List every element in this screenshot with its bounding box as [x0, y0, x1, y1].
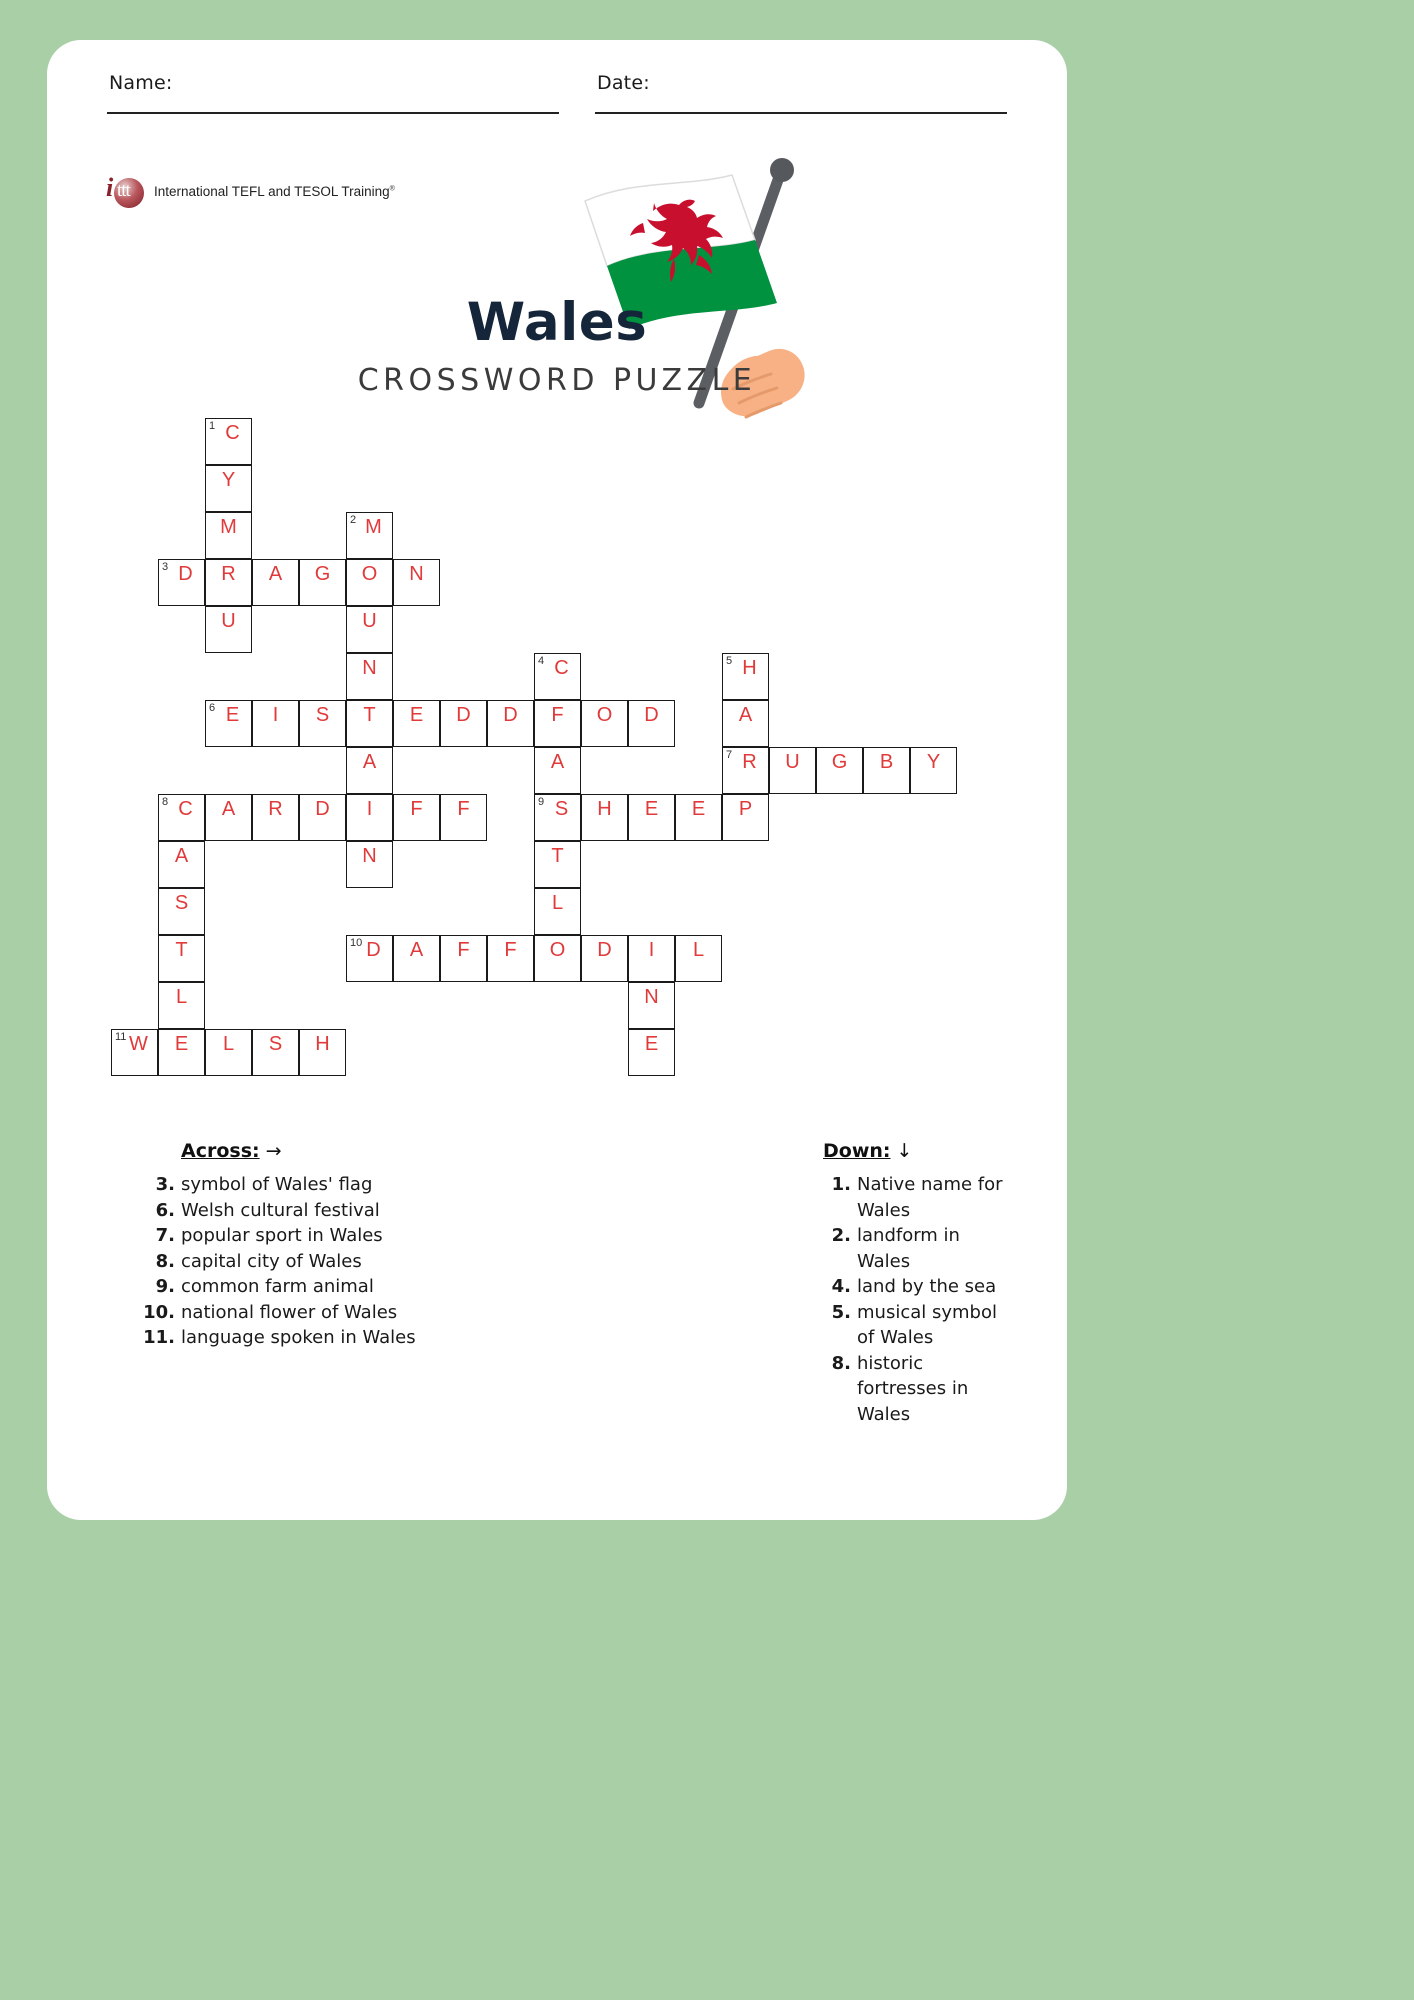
- welsh-flag-illustration: [527, 135, 827, 425]
- crossword-cell[interactable]: [440, 700, 487, 747]
- clue-item: [823, 1172, 1011, 1223]
- logo-ttt-glyph: ttt: [117, 180, 130, 201]
- cell-letter: W: [129, 1033, 148, 1055]
- cell-number: 8: [162, 796, 169, 808]
- crossword-cell[interactable]: [299, 559, 346, 606]
- crossword-cell[interactable]: [393, 794, 440, 841]
- cell-number: 1: [209, 420, 216, 432]
- clue-number: 4.: [831, 1276, 851, 1298]
- crossword-cell[interactable]: [205, 465, 252, 512]
- crossword-cell[interactable]: [722, 747, 769, 794]
- clue-number: 10.: [143, 1301, 175, 1323]
- clue-number: 11.: [143, 1327, 175, 1349]
- cell-letter: S: [268, 1033, 283, 1055]
- clue-text: landform in Wales: [857, 1225, 960, 1272]
- crossword-cell[interactable]: [158, 982, 205, 1029]
- cell-letter: F: [457, 798, 470, 820]
- crossword-cell[interactable]: [346, 935, 393, 982]
- page-subtitle: CROSSWORD PUZZLE: [357, 362, 757, 398]
- crossword-cell[interactable]: [205, 559, 252, 606]
- clue-item: [111, 1274, 561, 1300]
- crossword-cell[interactable]: [346, 794, 393, 841]
- cell-letter: S: [554, 798, 569, 820]
- ittt-logo-icon: [104, 174, 150, 208]
- crossword-cell[interactable]: [628, 700, 675, 747]
- cell-letter: N: [409, 563, 424, 585]
- clue-item: [823, 1223, 1011, 1274]
- name-field[interactable]: [107, 72, 559, 114]
- cell-letter: R: [221, 563, 236, 585]
- crossword-cell[interactable]: [910, 747, 957, 794]
- down-clue-list: [823, 1172, 1011, 1427]
- crossword-cell[interactable]: [205, 700, 252, 747]
- cell-letter: C: [554, 657, 569, 679]
- clue-number: 7.: [155, 1225, 175, 1247]
- cell-letter: O: [596, 704, 613, 726]
- cell-letter: F: [457, 939, 470, 961]
- clue-number: 3.: [155, 1174, 175, 1195]
- cell-letter: L: [222, 1033, 235, 1055]
- crossword-cell[interactable]: [205, 794, 252, 841]
- clue-item: [111, 1249, 561, 1275]
- cell-number: 9: [538, 796, 545, 808]
- crossword-cell[interactable]: [675, 935, 722, 982]
- crossword-cell[interactable]: [581, 794, 628, 841]
- date-field[interactable]: [595, 72, 1007, 114]
- cell-letter: S: [174, 892, 189, 914]
- cell-letter: N: [362, 657, 377, 679]
- cell-letter: E: [174, 1033, 189, 1055]
- cell-letter: P: [738, 798, 753, 820]
- cell-letter: B: [879, 751, 894, 773]
- name-label: Name:: [109, 72, 173, 94]
- cell-letter: L: [551, 892, 564, 914]
- crossword-cell[interactable]: [628, 982, 675, 1029]
- crossword-cell[interactable]: [722, 794, 769, 841]
- clue-item: [823, 1274, 1011, 1300]
- crossword-cell[interactable]: [346, 700, 393, 747]
- cell-number: 5: [726, 655, 733, 667]
- crossword-cell[interactable]: [252, 1029, 299, 1076]
- across-heading-label: Across:: [181, 1140, 260, 1162]
- crossword-cell[interactable]: [158, 1029, 205, 1076]
- crossword-cell[interactable]: [346, 606, 393, 653]
- worksheet-sheet: [47, 40, 1067, 1520]
- crossword-cell[interactable]: [722, 700, 769, 747]
- crossword-cell[interactable]: [440, 935, 487, 982]
- cell-letter: L: [175, 986, 188, 1008]
- cell-letter: D: [503, 704, 518, 726]
- crossword-cell[interactable]: [534, 841, 581, 888]
- crossword-cell[interactable]: [299, 700, 346, 747]
- crossword-cell[interactable]: [675, 794, 722, 841]
- cell-letter: D: [644, 704, 659, 726]
- across-clue-list: [111, 1172, 561, 1351]
- crossword-cell[interactable]: [393, 700, 440, 747]
- page-title: Wales: [466, 292, 648, 353]
- crossword-cell[interactable]: [205, 418, 252, 465]
- crossword-cell[interactable]: [487, 935, 534, 982]
- crossword-cell[interactable]: [440, 794, 487, 841]
- cell-letter: F: [551, 704, 564, 726]
- cell-letter: H: [742, 657, 757, 679]
- crossword-cell[interactable]: [158, 841, 205, 888]
- crossword-grid[interactable]: [111, 418, 1011, 1058]
- crossword-cell[interactable]: [346, 512, 393, 559]
- ittt-logo: [104, 174, 395, 208]
- clue-number: 8.: [155, 1250, 175, 1272]
- crossword-cell[interactable]: [534, 888, 581, 935]
- crossword-cell[interactable]: [534, 653, 581, 700]
- cell-letter: U: [785, 751, 800, 773]
- crossword-cell[interactable]: [722, 653, 769, 700]
- cell-letter: U: [362, 610, 377, 632]
- clue-text: popular sport in Wales: [181, 1225, 383, 1247]
- cell-letter: O: [361, 563, 378, 585]
- cell-letter: A: [738, 704, 753, 726]
- clue-text: musical symbol of Wales: [857, 1301, 997, 1349]
- cell-letter: E: [225, 704, 240, 726]
- crossword-cell[interactable]: [534, 935, 581, 982]
- clue-item: [111, 1198, 561, 1224]
- cell-letter: M: [365, 516, 382, 538]
- across-arrow-icon: →: [265, 1140, 282, 1162]
- crossword-cell[interactable]: [252, 559, 299, 606]
- cell-letter: T: [551, 845, 564, 867]
- cell-letter: A: [550, 751, 565, 773]
- crossword-cell[interactable]: [534, 747, 581, 794]
- crossword-cell[interactable]: [205, 512, 252, 559]
- down-heading: [823, 1140, 1011, 1162]
- crossword-cell[interactable]: [205, 606, 252, 653]
- crossword-cell[interactable]: [252, 700, 299, 747]
- cell-letter: O: [549, 939, 566, 961]
- cell-letter: D: [456, 704, 471, 726]
- clue-item: [823, 1351, 1011, 1428]
- logo-text: [154, 184, 395, 199]
- crossword-cell[interactable]: [487, 700, 534, 747]
- clue-number: 8.: [831, 1352, 851, 1374]
- clue-text: symbol of Wales' flag: [181, 1174, 373, 1195]
- across-clues-column: [111, 1140, 561, 1427]
- date-write-line[interactable]: [595, 112, 1007, 114]
- header-fields: [107, 72, 1007, 114]
- down-clues-column: [561, 1140, 1011, 1427]
- crossword-cell[interactable]: [863, 747, 910, 794]
- cell-letter: H: [597, 798, 612, 820]
- crossword-cell[interactable]: [816, 747, 863, 794]
- logo-registered-mark: ®: [389, 185, 395, 192]
- crossword-cell[interactable]: [628, 1029, 675, 1076]
- down-heading-label: Down:: [823, 1140, 891, 1162]
- clue-text: Native name for Wales: [857, 1174, 1003, 1221]
- crossword-cell[interactable]: [581, 700, 628, 747]
- crossword-cell[interactable]: [158, 888, 205, 935]
- crossword-cell[interactable]: [346, 559, 393, 606]
- crossword-cell[interactable]: [628, 935, 675, 982]
- crossword-cell[interactable]: [393, 935, 440, 982]
- cell-letter: N: [644, 986, 659, 1008]
- cell-letter: I: [272, 704, 279, 726]
- crossword-cell[interactable]: [111, 1029, 158, 1076]
- crossword-cell[interactable]: [628, 794, 675, 841]
- clue-item: [111, 1300, 561, 1326]
- clue-number: 6.: [155, 1199, 175, 1221]
- clue-text: Welsh cultural festival: [181, 1199, 380, 1221]
- crossword-cell[interactable]: [299, 794, 346, 841]
- cell-letter: A: [221, 798, 236, 820]
- cell-letter: T: [363, 704, 376, 726]
- cell-letter: A: [409, 939, 424, 961]
- hand-icon: [721, 349, 805, 417]
- cell-letter: H: [315, 1033, 330, 1055]
- cell-letter: G: [314, 563, 331, 585]
- crossword-cell[interactable]: [534, 794, 581, 841]
- cell-letter: R: [742, 751, 757, 773]
- cell-letter: G: [831, 751, 848, 773]
- clue-item: [111, 1172, 561, 1198]
- cell-letter: C: [225, 422, 240, 444]
- cell-letter: E: [409, 704, 424, 726]
- cell-number: 6: [209, 702, 216, 714]
- clue-text: national flower of Wales: [181, 1301, 398, 1323]
- cell-letter: N: [362, 845, 377, 867]
- cell-letter: D: [597, 939, 612, 961]
- crossword-cell[interactable]: [346, 653, 393, 700]
- clue-text: land by the sea: [857, 1276, 997, 1298]
- crossword-cell[interactable]: [769, 747, 816, 794]
- cell-letter: A: [268, 563, 283, 585]
- logo-text-label: International TEFL and TESOL Training: [154, 183, 390, 199]
- cell-letter: L: [692, 939, 705, 961]
- date-label: Date:: [597, 72, 650, 94]
- cell-letter: Y: [221, 469, 236, 491]
- clue-text: language spoken in Wales: [181, 1327, 416, 1349]
- clue-item: [111, 1325, 561, 1351]
- name-write-line[interactable]: [107, 112, 559, 114]
- clue-item: [111, 1223, 561, 1249]
- clue-text: common farm animal: [181, 1276, 374, 1298]
- cell-letter: M: [220, 516, 237, 538]
- crossword-cell[interactable]: [299, 1029, 346, 1076]
- clues-section: [111, 1140, 1011, 1427]
- cell-letter: F: [504, 939, 517, 961]
- cell-letter: U: [221, 610, 236, 632]
- cell-number: 10: [350, 937, 363, 949]
- crossword-cell[interactable]: [158, 559, 205, 606]
- across-heading: [111, 1140, 561, 1162]
- crossword-cell[interactable]: [346, 841, 393, 888]
- clue-number: 5.: [831, 1301, 851, 1323]
- cell-letter: T: [175, 939, 188, 961]
- cell-letter: R: [268, 798, 283, 820]
- cell-letter: Y: [926, 751, 941, 773]
- crossword-cell[interactable]: [158, 794, 205, 841]
- cell-letter: E: [691, 798, 706, 820]
- crossword-cell[interactable]: [158, 935, 205, 982]
- cell-letter: I: [366, 798, 373, 820]
- cell-letter: C: [178, 798, 193, 820]
- clue-item: [823, 1300, 1011, 1351]
- down-arrow-icon: ↓: [896, 1140, 913, 1162]
- cell-number: 4: [538, 655, 545, 667]
- cell-letter: D: [178, 563, 193, 585]
- crossword-cell[interactable]: [346, 747, 393, 794]
- crossword-cell[interactable]: [393, 559, 440, 606]
- cell-letter: A: [174, 845, 189, 867]
- clue-number: 9.: [155, 1276, 175, 1298]
- cell-number: 3: [162, 561, 169, 573]
- cell-letter: F: [410, 798, 423, 820]
- crossword-cell[interactable]: [534, 700, 581, 747]
- cell-letter: S: [315, 704, 330, 726]
- cell-letter: E: [644, 798, 659, 820]
- clue-text: historic fortresses in Wales: [857, 1352, 969, 1425]
- cell-number: 11: [115, 1031, 127, 1043]
- clue-number: 2.: [831, 1225, 851, 1247]
- cell-letter: I: [648, 939, 655, 961]
- cell-letter: E: [644, 1033, 659, 1055]
- cell-letter: A: [362, 751, 377, 773]
- clue-number: 1.: [831, 1174, 851, 1195]
- crossword-cell[interactable]: [252, 794, 299, 841]
- clue-text: capital city of Wales: [181, 1250, 362, 1272]
- logo-i-glyph: i: [106, 173, 114, 202]
- cell-letter: D: [366, 939, 381, 961]
- cell-number: 2: [350, 514, 357, 526]
- cell-number: 7: [726, 749, 733, 761]
- crossword-cell[interactable]: [205, 1029, 252, 1076]
- cell-letter: D: [315, 798, 330, 820]
- crossword-cell[interactable]: [581, 935, 628, 982]
